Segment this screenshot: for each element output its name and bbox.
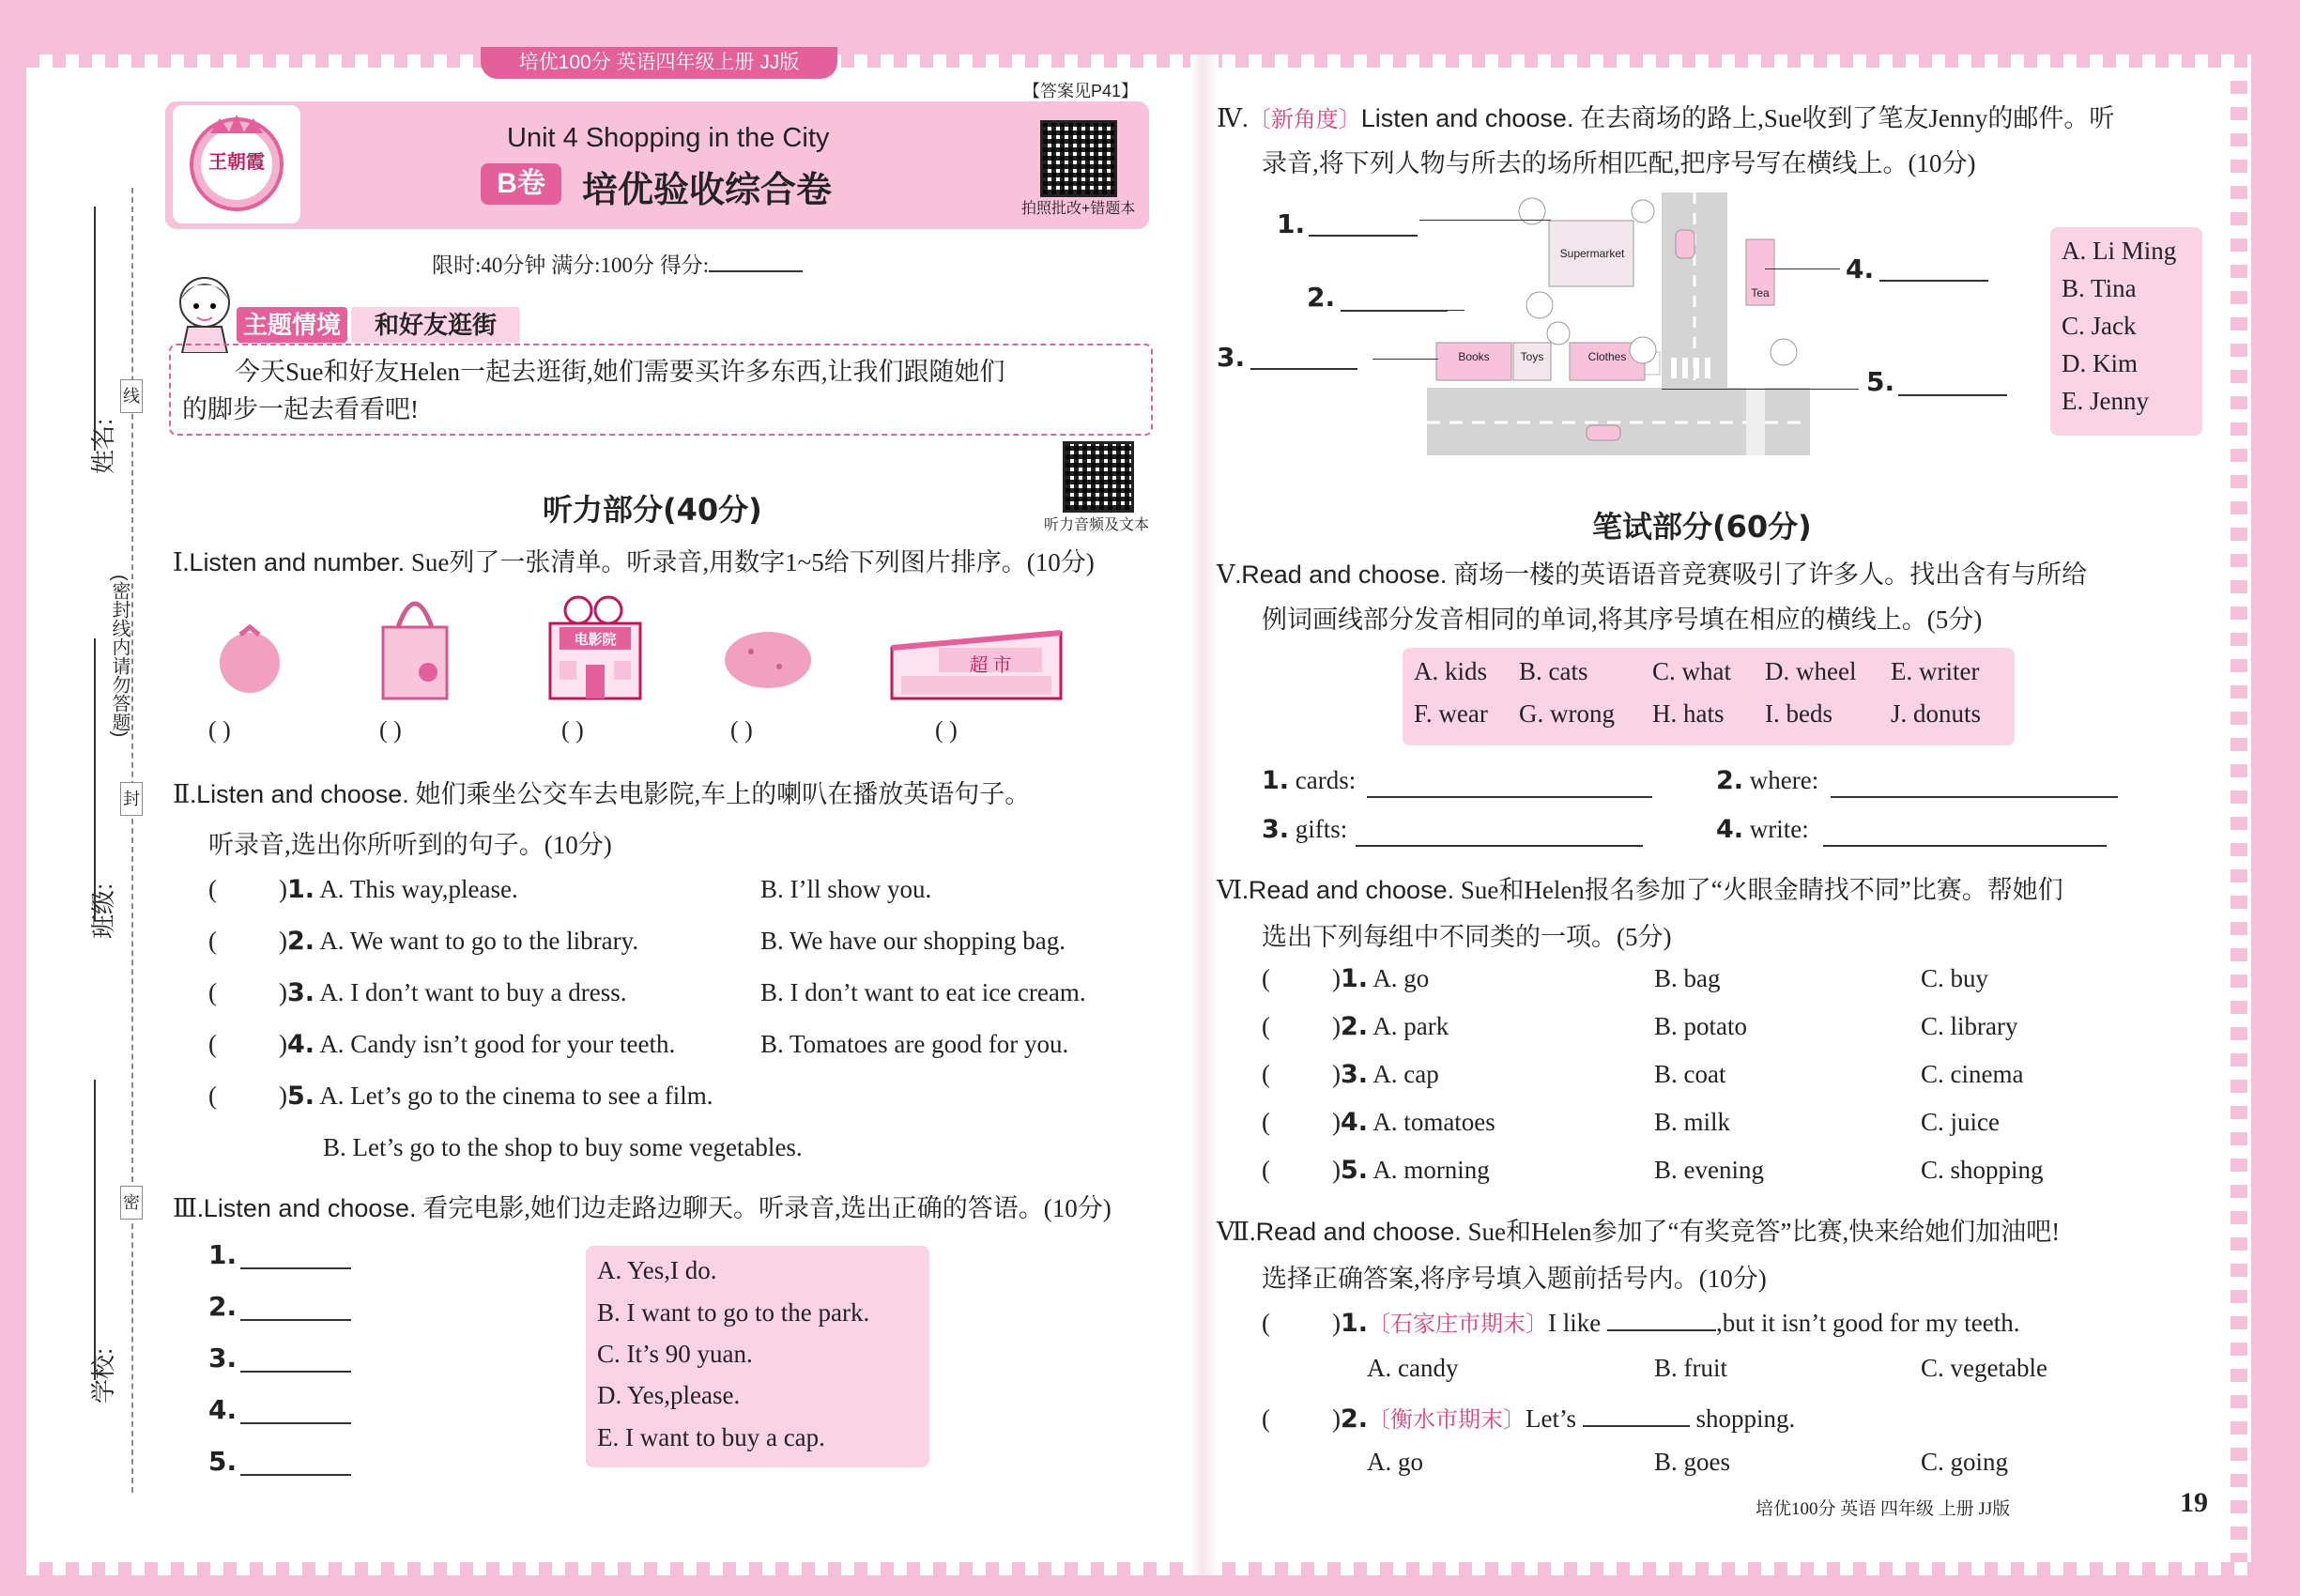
- s7-q1-b: B. fruit: [1654, 1354, 1727, 1382]
- footer-text: 培优100分 英语 四年级 上册 JJ版: [1756, 1499, 2011, 1519]
- place-supermarket: Supermarket: [1559, 247, 1625, 260]
- section-4-heading: Ⅳ.〔新角度〕Listen and choose. 在去商场的路上,Sue收到了笔友Jenny的邮件。听: [1217, 104, 2115, 132]
- s4-person-d: D. Kim: [2062, 349, 2138, 377]
- s6-item-5-b: B. evening: [1654, 1156, 1764, 1184]
- s4-blank-3[interactable]: [1250, 368, 1357, 370]
- s3-option-d: D. Yes,please.: [597, 1381, 741, 1409]
- shopping-bag-picture: [379, 590, 451, 706]
- unit-title: Unit 4 Shopping in the City: [507, 123, 830, 153]
- s2-item-1: ( )1. A. This way,please.: [208, 875, 518, 904]
- answer-paren-5[interactable]: ( ): [935, 716, 958, 744]
- s5-opt-h: H. hats: [1652, 699, 1725, 728]
- pointer-line-5: [1662, 389, 1859, 390]
- s6-item-3: ( )3. A. cap: [1262, 1060, 1439, 1089]
- s7-q2-c: C. going: [1921, 1448, 2009, 1476]
- s7-q1-a: A. candy: [1367, 1354, 1459, 1382]
- answer-paren-4[interactable]: ( ): [730, 716, 753, 744]
- s6-item-1-c: C. buy: [1921, 964, 1989, 992]
- section-6-heading-2: 选出下列每组中不同类的一项。(5分): [1262, 923, 1672, 951]
- writing-title: 笔试部分(60分): [1592, 509, 1812, 545]
- name-label: 姓名:: [89, 418, 117, 474]
- place-tea: Tea: [1751, 286, 1770, 299]
- s2-item-3: ( )3. A. I don’t want to buy a dress.: [208, 978, 627, 1007]
- seal-char-mi: 密: [120, 1186, 143, 1220]
- s3-option-c: C. It’s 90 yuan.: [597, 1340, 753, 1368]
- section-3-heading: Ⅲ.Listen and choose. 看完电影,她们边走路边聊天。听录音,选出正确的答语。(10分): [173, 1194, 1112, 1222]
- s5-opt-b: B. cats: [1519, 657, 1588, 685]
- scene-text-2: 的脚步一起去看看吧!: [182, 395, 419, 423]
- section-1-heading: Ⅰ.Listen and number. Sue列了一张清单。听录音,用数字1~5给下列图片排序。(10分): [173, 548, 1095, 576]
- scene-title: 和好友逛街: [351, 307, 520, 343]
- cinema-picture: 电影院: [541, 590, 650, 702]
- s3-num-1: 1.: [208, 1239, 238, 1270]
- s5-item-1: 1. cards:: [1262, 766, 1357, 795]
- potato-picture: [723, 629, 813, 695]
- s6-item-1-b: B. bag: [1654, 964, 1721, 992]
- s3-option-b: B. I want to go to the park.: [597, 1298, 870, 1327]
- section-7-heading: Ⅶ.Read and choose. Sue和Helen参加了“有奖竞答”比赛,快来给她们加油吧!: [1217, 1218, 2061, 1246]
- s2-item-3-b: B. I don’t want to eat ice cream.: [760, 978, 1086, 1006]
- page-paper: [26, 54, 2251, 1575]
- volume-badge: B卷: [481, 163, 561, 205]
- s5-blank-4[interactable]: [1823, 845, 2107, 847]
- s6-item-3-c: C. cinema: [1921, 1060, 2024, 1088]
- s2-item-2: ( )2. A. We want to go to the library.: [208, 927, 639, 956]
- page-number: 19: [2180, 1487, 2208, 1518]
- s3-num-3: 3.: [208, 1343, 238, 1373]
- s7-q2-a: A. go: [1367, 1448, 1423, 1476]
- section-6-heading: Ⅵ.Read and choose. Sue和Helen报名参加了“火眼金睛找不同”比赛。帮她们: [1217, 876, 2063, 904]
- s2-item-1-b: B. I’ll show you.: [760, 875, 932, 903]
- s3-num-4: 4.: [208, 1394, 238, 1425]
- s4-person-a: A. Li Ming: [2062, 237, 2177, 265]
- s7-q1: ( )1.〔石家庄市期末〕I like ,but it isn’t good for my teeth.: [1262, 1309, 2020, 1338]
- name-line: [94, 207, 96, 451]
- audio-qr-caption: 听力音频及文本: [1044, 517, 1150, 533]
- s5-blank-2[interactable]: [1831, 796, 2118, 798]
- s4-person-c: C. Jack: [2062, 312, 2137, 340]
- s4-blank-5[interactable]: [1898, 394, 2007, 396]
- listening-title: 听力部分(40分): [543, 492, 762, 528]
- scene-label: 主题情境: [237, 307, 347, 343]
- s3-blank-2[interactable]: [240, 1319, 351, 1321]
- place-toys: Toys: [1520, 350, 1544, 363]
- s4-num-4: 4.: [1846, 253, 1875, 284]
- class-line: [94, 638, 96, 920]
- s4-blank-2[interactable]: [1341, 310, 1448, 312]
- s5-item-2: 2. where:: [1716, 766, 1819, 795]
- school-line: [94, 1080, 96, 1380]
- seal-char-line: 线: [120, 379, 143, 413]
- seal-notice: (密封线内请勿答题): [109, 575, 130, 738]
- s2-item-5: ( )5. A. Let’s go to the cinema to see a film.: [208, 1082, 713, 1111]
- s2-item-4-b: B. Tomatoes are good for you.: [760, 1030, 1069, 1058]
- s3-option-a: A. Yes,I do.: [597, 1256, 717, 1284]
- qr-caption: 拍照批改+错题本: [1021, 201, 1136, 217]
- s6-item-4-b: B. milk: [1654, 1108, 1731, 1136]
- section-7-heading-2: 选择正确答案,将序号填入题前括号内。(10分): [1262, 1265, 1767, 1293]
- s5-opt-e: E. writer: [1891, 657, 1980, 685]
- answer-paren-2[interactable]: ( ): [379, 716, 402, 744]
- supermarket-picture: 超 市: [882, 620, 1070, 704]
- s4-blank-1[interactable]: [1309, 235, 1418, 237]
- paper-title: 培优验收综合卷: [582, 171, 833, 210]
- s4-blank-4[interactable]: [1879, 280, 1988, 282]
- answer-paren-3[interactable]: ( ): [561, 716, 584, 744]
- s3-blank-3[interactable]: [240, 1371, 351, 1373]
- s6-item-2-b: B. potato: [1654, 1012, 1747, 1040]
- s5-opt-j: J. donuts: [1891, 699, 1982, 728]
- section-5-heading-2: 例词画线部分发音相同的单词,将其序号填在相应的横线上。(5分): [1262, 606, 1983, 634]
- s2-item-4: ( )4. A. Candy isn’t good for your teeth.: [208, 1030, 676, 1059]
- seal-char-feng: 封: [120, 782, 143, 816]
- street-map: [1427, 192, 1810, 455]
- qr-code[interactable]: [1040, 120, 1117, 197]
- s2-item-5-b: B. Let’s go to the shop to buy some vegetables.: [323, 1133, 803, 1161]
- pointer-line-1: [1419, 220, 1551, 221]
- s3-num-2: 2.: [208, 1291, 238, 1322]
- s5-item-4: 4. write:: [1716, 815, 1809, 844]
- decorative-border-bottom: [26, 1562, 2251, 1575]
- answer-reference: 【答案见P41】: [1023, 82, 1139, 100]
- s4-num-5: 5.: [1866, 366, 1895, 397]
- decorative-border-top: [26, 54, 2251, 68]
- s6-item-4-c: C. juice: [1921, 1108, 2000, 1136]
- s7-q2-b: B. goes: [1654, 1448, 1730, 1476]
- time-score-line: 限时:40分钟 满分:100分 得分:: [432, 248, 803, 279]
- s7-q1-c: C. vegetable: [1921, 1354, 2047, 1382]
- s5-opt-f: F. wear: [1414, 699, 1488, 728]
- s4-num-2: 2.: [1307, 282, 1336, 313]
- s5-item-3: 3. gifts:: [1262, 815, 1348, 844]
- s5-opt-g: G. wrong: [1519, 699, 1615, 728]
- girl-icon: [173, 270, 237, 353]
- place-clothes: Clothes: [1587, 350, 1627, 363]
- section-2-heading: Ⅱ.Listen and choose. 她们乘坐公交车去电影院,车上的喇叭在播放英语句子。: [173, 780, 1031, 808]
- s5-opt-c: C. what: [1652, 657, 1731, 685]
- decorative-border: [2231, 54, 2247, 1575]
- class-label: 班级:: [89, 882, 117, 939]
- audio-qr-code[interactable]: [1063, 441, 1134, 513]
- s6-item-2: ( )2. A. park: [1262, 1012, 1449, 1041]
- pointer-line-3: [1372, 359, 1438, 360]
- logo: 王朝霞: [173, 105, 300, 223]
- s4-person-e: E. Jenny: [2062, 387, 2149, 415]
- s3-blank-1[interactable]: [240, 1267, 351, 1269]
- s5-opt-a: A. kids: [1414, 657, 1488, 685]
- s5-blank-3[interactable]: [1356, 845, 1643, 847]
- s6-item-5: ( )5. A. morning: [1262, 1156, 1490, 1185]
- s6-item-1: ( )1. A. go: [1262, 964, 1430, 993]
- s5-blank-1[interactable]: [1367, 796, 1652, 798]
- s6-item-4: ( )4. A. tomatoes: [1262, 1108, 1495, 1137]
- s3-num-5: 5.: [208, 1446, 238, 1477]
- tomato-picture: [212, 620, 287, 698]
- s3-blank-5[interactable]: [240, 1474, 351, 1476]
- section-5-heading: Ⅴ.Read and choose. 商场一楼的英语语音竞赛吸引了许多人。找出含有与所给: [1217, 560, 2088, 589]
- s5-opt-i: I. beds: [1765, 699, 1832, 728]
- section-2-heading-2: 听录音,选出你所听到的句子。(10分): [208, 831, 612, 859]
- s3-option-e: E. I want to buy a cap.: [597, 1423, 825, 1451]
- s3-blank-4[interactable]: [240, 1422, 351, 1424]
- page-gutter: [1190, 54, 1219, 1575]
- s6-item-2-c: C. library: [1921, 1012, 2018, 1040]
- s2-item-2-b: B. We have our shopping bag.: [760, 927, 1066, 955]
- scene-text-1: 今天Sue和好友Helen一起去逛街,她们需要买许多东西,让我们跟随她们: [235, 358, 1005, 386]
- s4-num-1: 1.: [1277, 208, 1306, 239]
- s6-item-3-b: B. coat: [1654, 1060, 1726, 1088]
- s7-q2: ( )2.〔衡水市期末〕Let’s shopping.: [1262, 1404, 1796, 1434]
- section-4-heading-2: 录音,将下列人物与所去的场所相匹配,把序号写在横线上。(10分): [1262, 149, 1976, 177]
- place-books: Books: [1458, 350, 1490, 363]
- school-label: 学校:: [89, 1347, 117, 1404]
- answer-paren-1[interactable]: ( ): [208, 716, 231, 744]
- s6-item-5-c: C. shopping: [1921, 1156, 2044, 1184]
- book-tab: 培优100分 英语四年级上册 JJ版: [481, 47, 837, 79]
- s5-opt-d: D. wheel: [1765, 657, 1857, 685]
- s4-num-3: 3.: [1217, 342, 1246, 373]
- s4-person-b: B. Tina: [2062, 274, 2137, 302]
